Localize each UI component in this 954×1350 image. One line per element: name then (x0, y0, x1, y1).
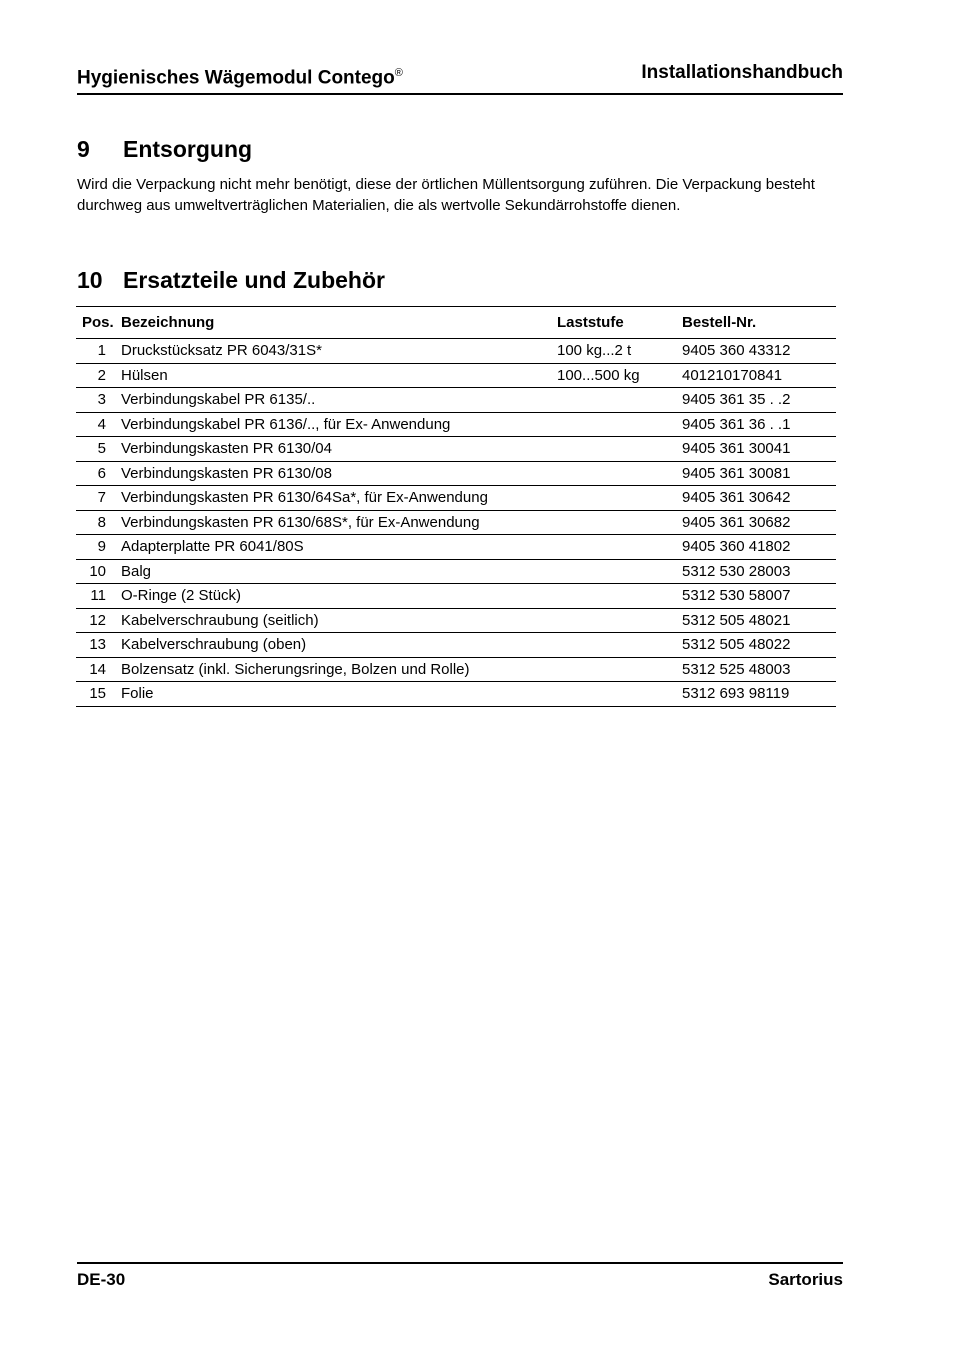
table-row (76, 510, 836, 535)
cell-pos: 11 (76, 584, 121, 609)
cell-order: 5312 505 48021 (682, 608, 836, 633)
cell-order: 5312 693 98119 (682, 682, 836, 707)
cell-load (557, 584, 682, 609)
cell-pos: 5 (76, 437, 121, 462)
cell-name: Bolzensatz (inkl. Sicherungsringe, Bolzen und Rolle) (121, 657, 557, 682)
table-row (76, 633, 836, 658)
table-row (76, 461, 836, 486)
cell-load (557, 388, 682, 413)
table-row (76, 388, 836, 413)
cell-name: Verbindungskasten PR 6130/64Sa*, für Ex-Anwendung (121, 486, 557, 511)
page-header (77, 60, 843, 95)
cell-load (557, 682, 682, 707)
cell-name: Kabelverschraubung (oben) (121, 633, 557, 658)
cell-load (557, 657, 682, 682)
section-10-heading (77, 265, 385, 295)
cell-order: 9405 360 43312 (682, 339, 836, 364)
cell-order: 9405 361 30041 (682, 437, 836, 462)
section-title: Entsorgung (123, 136, 253, 162)
cell-name: Balg (121, 559, 557, 584)
cell-order: 9405 360 41802 (682, 535, 836, 560)
cell-order: 5312 505 48022 (682, 633, 836, 658)
cell-pos: 13 (76, 633, 121, 658)
manual-type: Installationshandbuch (641, 62, 843, 83)
cell-order: 9405 361 30642 (682, 486, 836, 511)
table-row (76, 682, 836, 707)
cell-pos: 8 (76, 510, 121, 535)
cell-name: Kabelverschraubung (seitlich) (121, 608, 557, 633)
cell-pos: 10 (76, 559, 121, 584)
section-number: 10 (77, 267, 103, 293)
col-header-name: Bezeichnung (121, 307, 557, 339)
table-row (76, 608, 836, 633)
cell-load: 100 kg...2 t (557, 339, 682, 364)
cell-load: 100...500 kg (557, 363, 682, 388)
cell-load (557, 461, 682, 486)
cell-pos: 6 (76, 461, 121, 486)
cell-name: Verbindungskabel PR 6136/.., für Ex- Anwendung (121, 412, 557, 437)
cell-pos: 9 (76, 535, 121, 560)
table-row (76, 535, 836, 560)
cell-pos: 3 (76, 388, 121, 413)
cell-pos: 2 (76, 363, 121, 388)
col-header-pos: Pos. (76, 307, 121, 339)
table-row (76, 339, 836, 364)
table-row (76, 412, 836, 437)
section-9-heading (77, 134, 252, 164)
cell-order: 9405 361 35 . .2 (682, 388, 836, 413)
table-row (76, 363, 836, 388)
cell-name: Folie (121, 682, 557, 707)
cell-load (557, 608, 682, 633)
cell-order: 401210170841 (682, 363, 836, 388)
cell-name: Hülsen (121, 363, 557, 388)
registered-mark: ® (394, 67, 403, 79)
cell-order: 5312 530 58007 (682, 584, 836, 609)
cell-name: Druckstücksatz PR 6043/31S* (121, 339, 557, 364)
cell-name: O-Ringe (2 Stück) (121, 584, 557, 609)
section-title: Ersatzteile und Zubehör (123, 267, 385, 293)
cell-load (557, 559, 682, 584)
cell-order: 5312 525 48003 (682, 657, 836, 682)
cell-load (557, 486, 682, 511)
table-row (76, 584, 836, 609)
cell-pos: 7 (76, 486, 121, 511)
cell-load (557, 535, 682, 560)
cell-name: Verbindungskasten PR 6130/04 (121, 437, 557, 462)
table-body (76, 339, 836, 707)
table-header-row (76, 307, 836, 339)
col-header-load: Laststufe (557, 307, 682, 339)
cell-order: 5312 530 28003 (682, 559, 836, 584)
table-row (76, 559, 836, 584)
company-name: Sartorius (768, 1270, 843, 1289)
document-title: Hygienisches Wägemodul Contego® (77, 67, 403, 89)
cell-order: 9405 361 30081 (682, 461, 836, 486)
table-row (76, 486, 836, 511)
cell-pos: 12 (76, 608, 121, 633)
cell-name: Verbindungskasten PR 6130/68S*, für Ex-Anwendung (121, 510, 557, 535)
table-row (76, 657, 836, 682)
cell-pos: 15 (76, 682, 121, 707)
cell-load (557, 633, 682, 658)
disposal-paragraph: Wird die Verpackung nicht mehr benötigt, diese der örtlichen Müllentsorgung zuführen. Die Verpackung besteht durchweg aus umweltverträglichen Materialien, die als wertvolle Sekundärrohstoffe dienen. (77, 176, 815, 214)
cell-order: 9405 361 36 . .1 (682, 412, 836, 437)
cell-load (557, 437, 682, 462)
section-number: 9 (77, 136, 90, 162)
page-footer (77, 1262, 843, 1290)
cell-order: 9405 361 30682 (682, 510, 836, 535)
cell-pos: 14 (76, 657, 121, 682)
col-header-order: Bestell-Nr. (682, 307, 836, 339)
cell-name: Verbindungskasten PR 6130/08 (121, 461, 557, 486)
cell-pos: 4 (76, 412, 121, 437)
table-row (76, 437, 836, 462)
cell-name: Adapterplatte PR 6041/80S (121, 535, 557, 560)
cell-name: Verbindungskabel PR 6135/.. (121, 388, 557, 413)
cell-load (557, 510, 682, 535)
cell-pos: 1 (76, 339, 121, 364)
cell-load (557, 412, 682, 437)
spare-parts-table (76, 306, 836, 707)
page-number: DE-30 (77, 1270, 126, 1289)
